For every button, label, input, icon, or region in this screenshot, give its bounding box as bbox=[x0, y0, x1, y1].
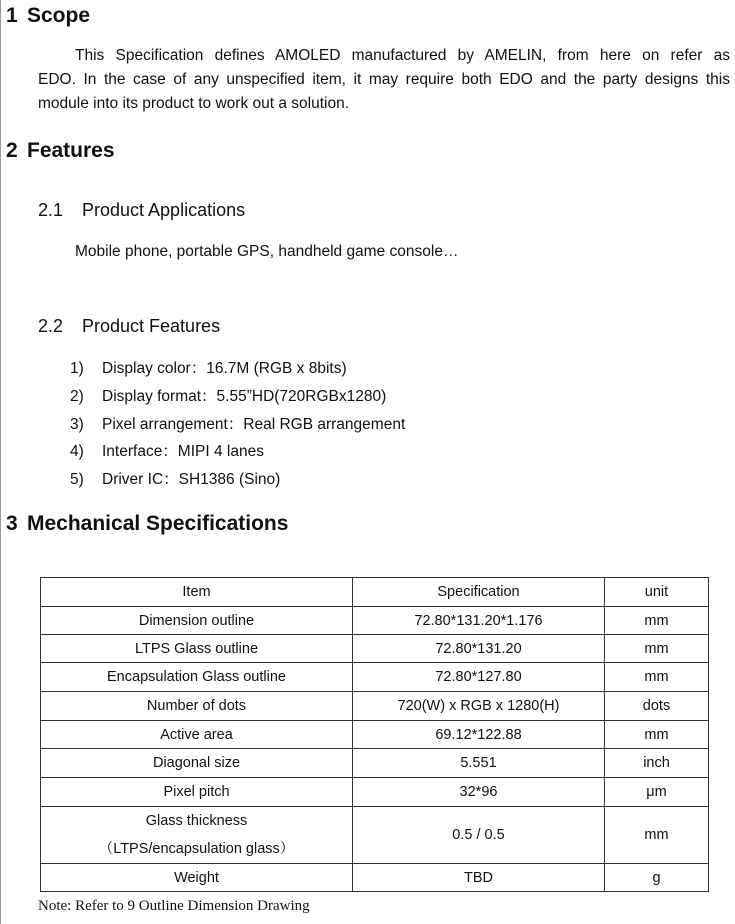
cell-spec: 32*96 bbox=[353, 778, 605, 807]
section-title: Scope bbox=[27, 4, 91, 27]
list-number: 1) bbox=[70, 360, 84, 377]
feature-list-item bbox=[70, 384, 386, 406]
cell-unit: mm bbox=[605, 807, 709, 864]
cell-spec: 5.551 bbox=[353, 749, 605, 778]
cell-unit: mm bbox=[605, 663, 709, 692]
feature-list-item bbox=[70, 412, 405, 434]
cell-spec: 0.5 / 0.5 bbox=[353, 807, 605, 864]
header-unit: unit bbox=[605, 578, 709, 607]
header-item: Item bbox=[41, 578, 353, 607]
scope-paragraph-line-2: EDO. In the case of any unspecified item, it may require both EDO and the party designs this bbox=[38, 71, 730, 88]
cell-spec: 72.80*131.20*1.176 bbox=[353, 607, 605, 635]
cell-item: Number of dots bbox=[41, 692, 353, 721]
table-row bbox=[41, 663, 709, 692]
subsection-number: 2.2 bbox=[38, 316, 64, 336]
list-number: 4) bbox=[70, 443, 84, 460]
table-row bbox=[41, 864, 709, 892]
table-row bbox=[41, 778, 709, 807]
feature-list-item bbox=[70, 467, 280, 489]
cell-item: Weight bbox=[41, 864, 353, 892]
cell-spec: 72.80*131.20 bbox=[353, 635, 605, 663]
table-row bbox=[41, 807, 709, 864]
table-row bbox=[41, 635, 709, 663]
cell-unit: mm bbox=[605, 721, 709, 749]
cell-unit: mm bbox=[605, 635, 709, 663]
section-heading-scope bbox=[6, 4, 90, 28]
feature-list-item bbox=[70, 439, 264, 461]
feature-list-item bbox=[70, 356, 347, 378]
section-heading-mechanical bbox=[6, 512, 288, 536]
section-heading-features bbox=[6, 139, 115, 163]
list-number: 5) bbox=[70, 471, 84, 488]
list-number: 3) bbox=[70, 416, 84, 433]
cell-unit: μm bbox=[605, 778, 709, 807]
subsection-title: Product Applications bbox=[82, 200, 246, 220]
subsection-number: 2.1 bbox=[38, 200, 64, 220]
cell-unit: g bbox=[605, 864, 709, 892]
cell-item: Diagonal size bbox=[41, 749, 353, 778]
cell-unit: mm bbox=[605, 607, 709, 635]
cell-item: Pixel pitch bbox=[41, 778, 353, 807]
cell-spec: 72.80*127.80 bbox=[353, 663, 605, 692]
table-row bbox=[41, 749, 709, 778]
subsection-title: Product Features bbox=[82, 316, 221, 336]
section-title: Mechanical Specifications bbox=[27, 512, 289, 535]
cell-item bbox=[41, 807, 353, 864]
list-number: 2) bbox=[70, 388, 84, 405]
scope-paragraph-line-1: This Specification defines AMOLED manufactured by AMELIN, from here on refer as bbox=[75, 47, 730, 64]
section-number: 1 bbox=[6, 4, 18, 27]
applications-text: Mobile phone, portable GPS, handheld game console… bbox=[75, 243, 459, 260]
mechanical-spec-table bbox=[40, 577, 709, 892]
section-title: Features bbox=[27, 139, 115, 162]
section-number: 2 bbox=[6, 139, 18, 162]
cell-item-line: （LTPS/encapsulation glass） bbox=[98, 841, 295, 857]
cell-item: Encapsulation Glass outline bbox=[41, 663, 353, 692]
cell-spec: TBD bbox=[353, 864, 605, 892]
scope-paragraph-line-3: module into its product to work out a solution. bbox=[38, 95, 350, 112]
list-text: Display format：5.55”HD(720RGBx1280) bbox=[102, 388, 387, 405]
cell-item: Dimension outline bbox=[41, 607, 353, 635]
cell-item: Active area bbox=[41, 721, 353, 749]
list-text: Interface：MIPI 4 lanes bbox=[102, 443, 264, 460]
header-specification: Specification bbox=[353, 578, 605, 607]
table-note: Note: Refer to 9 Outline Dimension Drawing bbox=[38, 898, 310, 914]
table-row bbox=[41, 607, 709, 635]
cell-spec: 69.12*122.88 bbox=[353, 721, 605, 749]
cell-unit: inch bbox=[605, 749, 709, 778]
table-header-row bbox=[41, 578, 709, 607]
list-text: Driver IC：SH1386 (Sino) bbox=[102, 471, 281, 488]
list-text: Pixel arrangement：Real RGB arrangement bbox=[102, 416, 406, 433]
left-margin-rule bbox=[0, 0, 1, 924]
subsection-heading-product-features bbox=[38, 316, 220, 337]
subsection-heading-applications bbox=[38, 200, 245, 221]
cell-item: LTPS Glass outline bbox=[41, 635, 353, 663]
section-number: 3 bbox=[6, 512, 18, 535]
table-row bbox=[41, 692, 709, 721]
list-text: Display color：16.7M (RGB x 8bits) bbox=[102, 360, 347, 377]
cell-unit: dots bbox=[605, 692, 709, 721]
cell-spec: 720(W) x RGB x 1280(H) bbox=[353, 692, 605, 721]
table-row bbox=[41, 721, 709, 749]
cell-item-line: Glass thickness bbox=[145, 813, 248, 829]
